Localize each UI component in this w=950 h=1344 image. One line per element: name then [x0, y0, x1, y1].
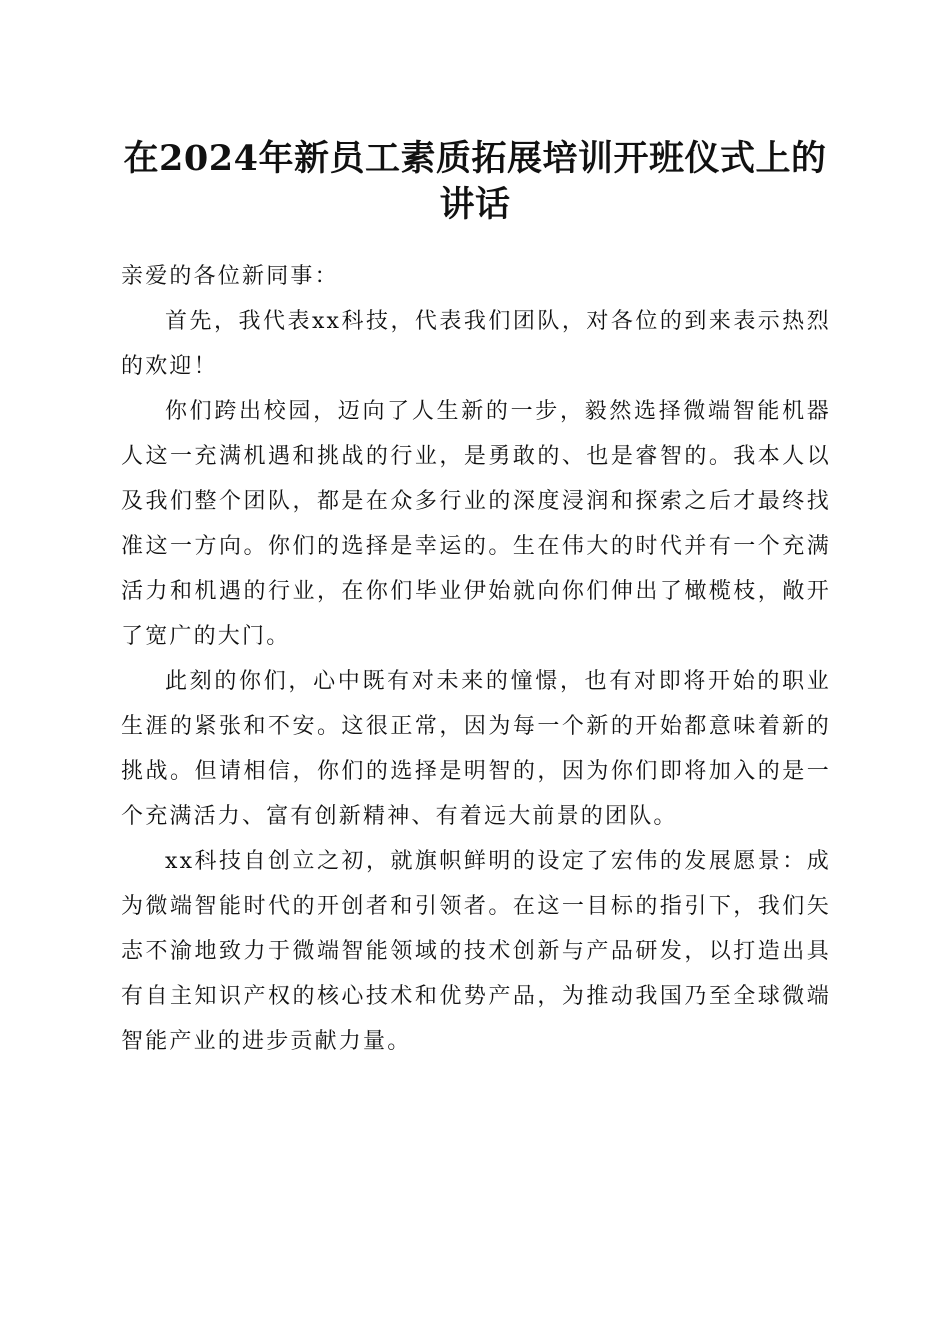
document-body: [121, 254, 831, 1064]
paragraph-feelings: 此刻的你们，心中既有对未来的憧憬，也有对即将开始的职业生涯的紧张和不安。这很正常，因为每一个新的开始都意味着新的挑战。但请相信，你们的选择是明智的，因为你们即将加入的是一个充满活力、富有创新精神、有着远大前景的团队。: [121, 669, 831, 829]
title-line-2: 讲话: [439, 184, 511, 225]
salutation: 亲爱的各位新同事：: [121, 264, 339, 289]
document-title: [110, 136, 840, 228]
paragraph-vision: xx科技自创立之初，就旗帜鲜明的设定了宏伟的发展愿景：成为微端智能时代的开创者和引领者。在这一目标的指引下，我们矢志不渝地致力于微端智能领域的技术创新与产品研发，以打造出具有自主知识产权的核心技术和优势产品，为推动我国乃至全球微端智能产业的进步贡献力量。: [121, 849, 831, 1054]
title-line-1: 在2024年新员工素质拓展培训开班仪式上的: [123, 138, 827, 179]
paragraph-choice: 你们跨出校园，迈向了人生新的一步，毅然选择微端智能机器人这一充满机遇和挑战的行业，是勇敢的、也是睿智的。我本人以及我们整个团队，都是在众多行业的深度浸润和探索之后才最终找准这一方向。你们的选择是幸运的。生在伟大的时代并有一个充满活力和机遇的行业，在你们毕业伊始就向你们伸出了橄榄枝，敞开了宽广的大门。: [121, 399, 831, 649]
paragraph-welcome: 首先，我代表xx科技，代表我们团队，对各位的到来表示热烈的欢迎！: [121, 309, 831, 379]
